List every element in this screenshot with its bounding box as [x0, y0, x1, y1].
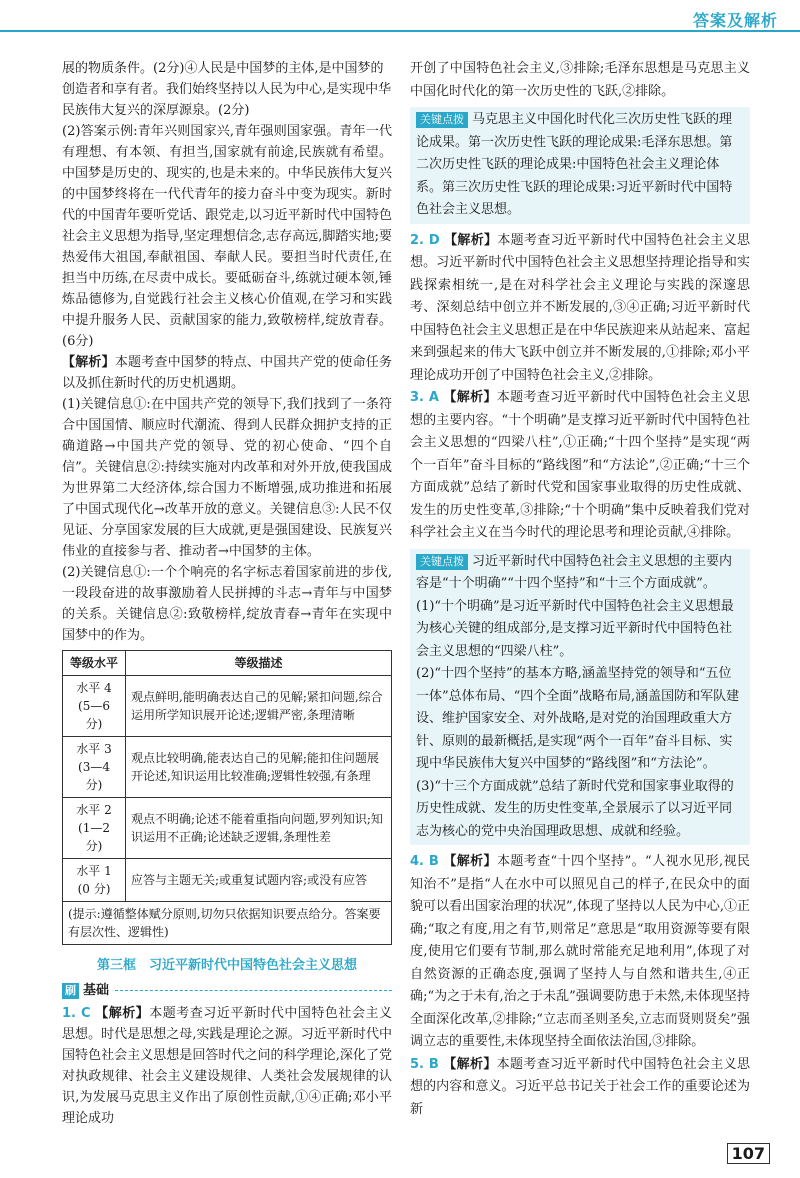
table-header-desc: 等级描述 — [126, 651, 392, 676]
table-row — [63, 676, 392, 737]
basic-heading — [62, 980, 392, 1001]
q4-tag: 【解析】 — [443, 854, 497, 869]
table-row — [63, 798, 392, 859]
table-cell-level: 水平 1 (0 分) — [63, 859, 126, 902]
header-rule — [0, 30, 800, 32]
q4-number: 4. B — [410, 854, 439, 869]
table-cell-desc: 应答与主题无关;或重复试题内容;或没有应答 — [126, 859, 392, 902]
basic-badge: 刷 — [62, 983, 79, 999]
key-tip-point-3: (3)“十三个方面成就”总结了新时代党和国家事业取得的历史性成就、发生的历史性变革,全景展示了以习近平同志为核心的党中央治国理政思想、成就和经验。 — [416, 778, 734, 839]
question-3 — [410, 387, 750, 545]
intro-line-3: 民族伟大复兴的深厚源泉。(2分) — [62, 103, 250, 118]
table-row — [63, 737, 392, 798]
answer-example: (2)答案示例:青年兴则国家兴,青年强则国家强。青年一代有理想、有本领、有担当,国家就有前途,民族就有希望。中国梦是历史的、现实的,也是未来的。中华民族伟大复兴的中国梦终将在一代代青年的接力奋斗中变为现实。新时代的中国青年要听党话、跟党走,以习近平新时代中国特色社会主义思想为指导,坚定理想信念,志存高远,脚踏实地;要热爱伟大祖国,奉献祖国、奉献人民。要担当时代责任,在担当中历练,在尽责中成长。要砥砺奋斗,练就过硬本领,锤炼品德修为,自觉践行社会主义核心价值观,在学习和实践中提升服务人民、贡献国家的能力,致敬榜样,绽放青春。(6分) — [62, 124, 392, 349]
key-info-para-2: (2)关键信息①:一个个响亮的名字标志着国家前进的步伐,一段段奋进的故事激励着人民拼搏的斗志→青年与中国梦的关系。关键信息②:致敬榜样,绽放青春→青年在实现中国梦中的作为。 — [62, 565, 392, 643]
basic-label: 基础 — [83, 983, 110, 998]
table-cell-level: 水平 3 (3—4 分) — [63, 737, 126, 798]
q2-number: 2. D — [410, 232, 440, 248]
key-tip-label: 关键点拨 — [416, 112, 468, 128]
q3-number: 3. A — [410, 390, 439, 405]
intro-line-2: 创造者和享有者。我们始终坚持以人民为中心,是实现中华 — [62, 82, 392, 97]
table-note: (提示:遵循整体赋分原则,切勿只依据知识要点给分。答案要有层次性、逻辑性) — [63, 902, 392, 945]
basic-divider — [115, 990, 392, 991]
analysis-tag: 【解析】 — [62, 355, 115, 370]
key-info-para-1: (1)关键信息①:在中国共产党的领导下,我们找到了一条符合中国国情、顺应时代潮流、得到人民群众拥护支持的正确道路→中国共产党的领导、党的初心使命、“四个自信”。关键信息②:持续实施对内改革和对外开放,使我国成为世界第二大经济体,综合国力不断增强,成功推进和拓展了中国式现代化→改革开放的意义。关键信息③:人民不仅见证、分享国家发展的巨大成就,更是强国建设、民族复兴伟业的直接参与者、推动者→中国梦的主体。 — [62, 397, 392, 559]
q2-text: 本题考查习近平新时代中国特色社会主义思想。习近平新时代中国特色社会主义思想坚持理论指导和实践探索相统一,是在对科学社会主义理论与实践的深邃思考、深刻总结中创立并不断发展的,③④正确;习近平新时代中国特色社会主义思想正是在中华民族迎来从站起来、富起来到强起来的伟大飞跃中创立并不断发展的,①排除;邓小平理论成功开创了中国特色社会主义,②排除。 — [410, 232, 750, 383]
analysis-text: 本题考查中国梦的特点、中国共产党的使命任务以及抓住新时代的历史机遇期。 — [62, 355, 392, 391]
table-cell-desc: 观点比较明确,能表达自己的见解;能扣住问题展开论述,知识运用比较准确;逻辑性较强,有条理 — [126, 737, 392, 798]
key-tip-point-2: (2)“十四个坚持”的基本方略,涵盖坚持党的领导和“五位一体”总体布局、“四个全面”战略布局,涵盖国防和军队建设、维护国家安全、对外战略,是对党的治国理政重大方针、原则的最新概括,是实现“两个一百年”奋斗目标、实现中华民族伟大复兴中国梦的“路线图”和“方法论”。 — [416, 666, 740, 771]
key-tip-text: 马克思主义中国化时代化三次历史性飞跃的理论成果。第一次历史性飞跃的理论成果:毛泽东思想。第二次历史性飞跃的理论成果:中国特色社会主义理论体系。第三次历史性飞跃的理论成果:习近平新时代中国特色社会主义思想。 — [416, 112, 733, 217]
right-column — [410, 58, 750, 1121]
table-cell-level: 水平 4 (5—6 分) — [63, 676, 126, 737]
q2-tag: 【解析】 — [444, 232, 498, 248]
q4-text: 本题考查“十四个坚持”。“人视水见形,视民知治不”是指“人在水中可以照见自己的样子,在民众中的面貌可以看出国家治理的状况”,体现了坚持以人民为中心,①正确;“取之有度,用之有节,则常足”意思是“取用资源等要有限度,使用它们要有节制,那么就时常能充足地利用”,体现了对自然资源的正确态度,强调了坚持人与自然和谐共生,④正确;“为之于未有,治之于未乱”强调要防患于未然,未体现坚持全面深化改革,②排除;“立志而圣则圣矣,立志而贤则贤矣”强调立志的重要性,未体现坚持全面依法治国,③排除。 — [410, 854, 750, 1049]
intro-line-1: 展的物质条件。(2分)④人民是中国梦的主体,是中国梦的 — [62, 61, 384, 76]
q5-text: 本题考查习近平新时代中国特色社会主义思想的内容和意义。习近平总书记关于社会工作的重要论述为新 — [410, 1056, 750, 1117]
q5-number: 5. B — [410, 1056, 439, 1072]
table-header-level: 等级水平 — [63, 651, 126, 676]
table-cell-desc: 观点鲜明,能明确表达自己的见解;紧扣问题,综合运用所学知识展开论述;逻辑严密,条理清晰 — [126, 676, 392, 737]
key-tip-label: 关键点拨 — [416, 554, 468, 570]
table-note-row — [63, 902, 392, 945]
left-column — [62, 58, 392, 1129]
table-header-row — [63, 651, 392, 676]
key-tip-point-1: (1)“十个明确”是习近平新时代中国特色社会主义思想最为核心关键的组成部分,是支撑习近平新时代中国特色社会主义思想的“四梁八柱”。 — [416, 598, 734, 659]
grading-table — [62, 650, 392, 945]
key-tip-box-1 — [410, 107, 750, 224]
page-number: 107 — [727, 1143, 770, 1164]
q1-text: 本题考查习近平新时代中国特色社会主义思想。时代是思想之母,实践是理论之源。习近平新时代中国特色社会主义思想是回答时代之问的科学理论,深化了党对执政规律、社会主义建设规律、人类社会发展规律的认识,为发展马克思主义作出了原创性贡献,①④正确;邓小平理论成功 — [62, 1006, 392, 1126]
key-tip-box-2 — [410, 549, 750, 846]
table-cell-desc: 观点不明确;论述不能着重指向问题,罗列知识;知识运用不正确;论述缺乏逻辑,条理性差 — [126, 798, 392, 859]
table-cell-level: 水平 2 (1—2 分) — [63, 798, 126, 859]
key-tip-intro: 习近平新时代中国特色社会主义思想的主要内容是“十个明确”“十四个坚持”和“十三个方面成就”。 — [416, 553, 733, 591]
analysis-paragraph — [62, 352, 392, 394]
section-title: 第三框 习近平新时代中国特色社会主义思想 — [96, 958, 357, 973]
q1-continued: 开创了中国特色社会主义,③排除;毛泽东思想是马克思主义中国化时代化的第一次历史性的飞跃,②排除。 — [410, 61, 750, 99]
q1-number: 1. C — [62, 1006, 91, 1021]
question-1 — [62, 1003, 392, 1129]
q3-text: 本题考查习近平新时代中国特色社会主义思想的主要内容。“十个明确”是支撑习近平新时代中国特色社会主义思想的“四梁八柱”,①正确;“十四个坚持”是实现“两个一百年”奋斗目标的“路线图”和“方法论”,②正确;“十三个方面成就”总结了新时代党和国家事业取得的历史性成就、发生的历史性变革,③排除;“十个明确”集中反映着我们党对科学社会主义在当今时代的理论思考和理论贡献,④排除。 — [410, 390, 750, 540]
q3-tag: 【解析】 — [443, 390, 497, 405]
page-header-title: 答案及解析 — [692, 11, 778, 30]
question-2 — [410, 230, 750, 388]
q5-tag: 【解析】 — [443, 1056, 497, 1072]
table-row — [63, 859, 392, 902]
question-5 — [410, 1054, 750, 1122]
question-4 — [410, 851, 750, 1054]
q1-tag: 【解析】 — [95, 1006, 150, 1021]
